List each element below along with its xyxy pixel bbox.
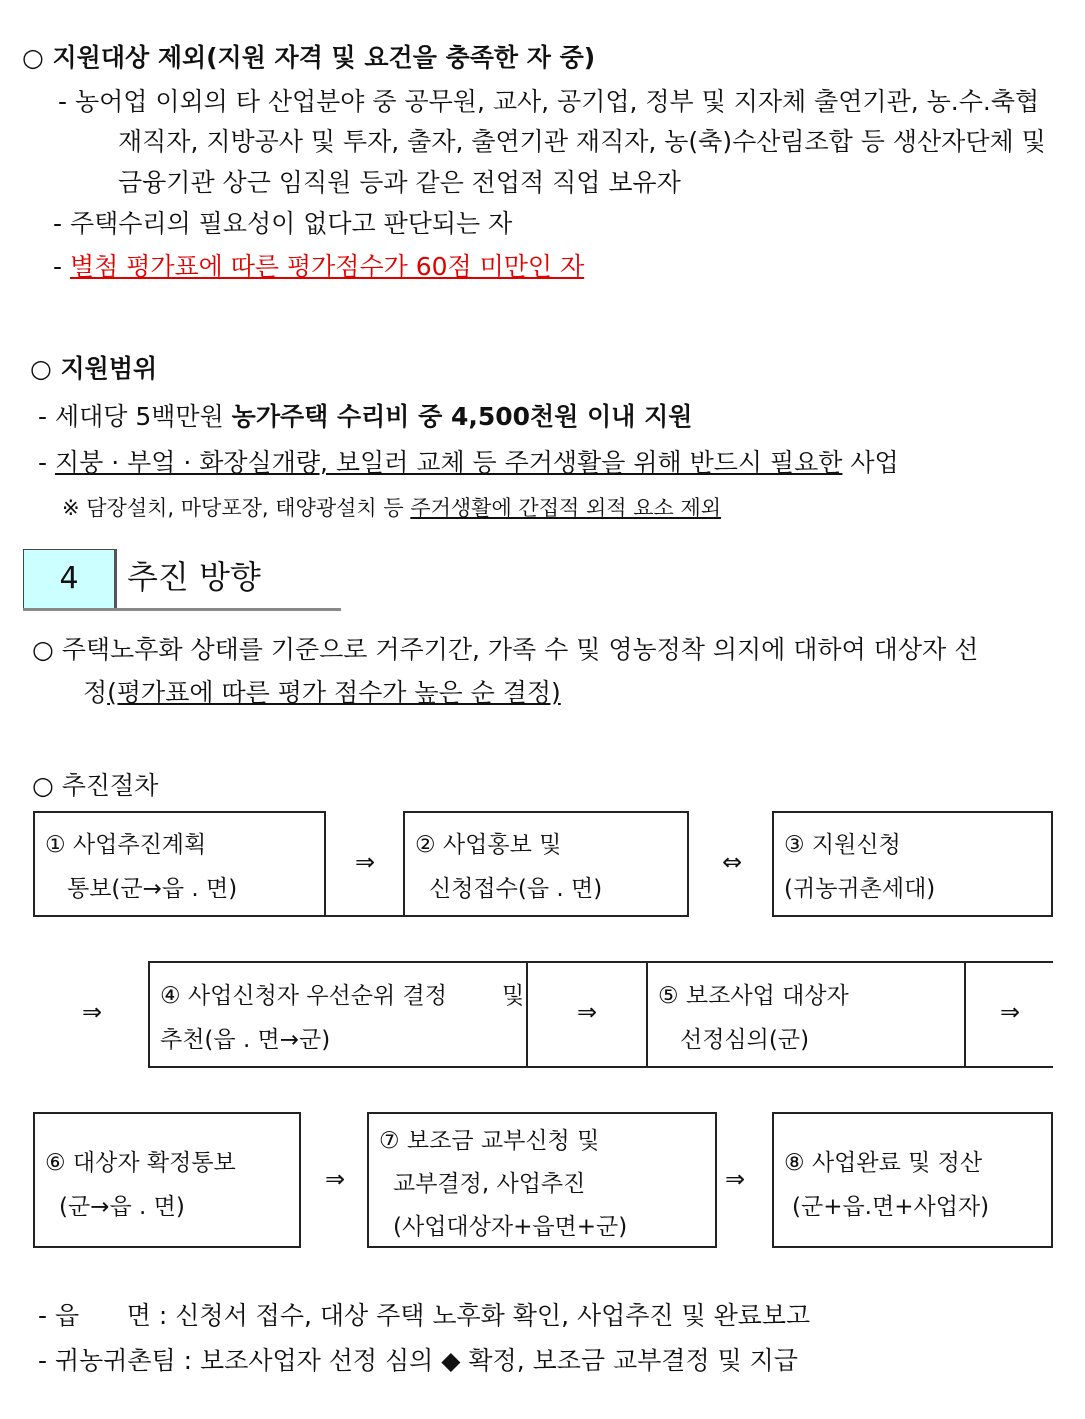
- row-2-connector-bottom: [526, 1066, 648, 1068]
- step-5-line-1: ⑤ 보조사업 대상자: [658, 983, 849, 1009]
- arrow-6-7: ⇒: [325, 1165, 346, 1193]
- step-1-box: [33, 811, 326, 917]
- scope-note-prefix: ※ 담장설치, 마당포장, 태양광설치 등: [62, 496, 411, 520]
- role-item-2-label: - 귀농귀촌팀 :: [38, 1346, 193, 1375]
- step-1-line-1: ① 사업추진계획: [45, 832, 207, 858]
- step-1-line-2: 통보(군→읍 . 면): [67, 876, 238, 902]
- role-item-2-text: 보조사업자 선정 심의 ◆ 확정, 보조금 교부결정 및 지급: [200, 1346, 798, 1375]
- section-number-shadow-right: [114, 549, 117, 611]
- section-title-underline: [23, 608, 341, 611]
- scope-item-1: [38, 397, 692, 433]
- step-3-box: [772, 811, 1053, 917]
- exclusion-item-1-line-2: 재직자, 지방공사 및 투자, 출자, 출연기관 재직자, 농(축)수산림조합 등 생산자단체 및: [118, 127, 1046, 156]
- step-4-line-1: ④ 사업신청자 우선순위 결정: [160, 983, 447, 1009]
- section-title: 추진 방향: [127, 558, 261, 596]
- exclusion-heading: ○ 지원대상 제외(지원 자격 및 요건을 충족한 자 중): [22, 43, 596, 72]
- step-6-line-2: (군→읍 . 면): [59, 1194, 185, 1220]
- step-4-line-2: 추천(읍 . 면→군): [160, 1027, 331, 1053]
- row-2-connector-top: [526, 961, 648, 963]
- exclusion-item-1-line-1: - 농어업 이외의 타 산업분야 중 공무원, 교사, 공기업, 정부 및 지자체 출연기관, 농.수.축협: [58, 87, 1040, 116]
- section-para-line-2: [83, 673, 561, 709]
- step-3-line-1: ③ 지원신청: [784, 832, 901, 858]
- step-5-line-2: 선정심의(군): [680, 1027, 810, 1053]
- scope-heading: ○ 지원범위: [30, 354, 158, 383]
- scope-item-1-bold: 농가주택 수리비 중 4,500천원 이내 지원: [231, 402, 693, 431]
- section-para-line-1: ○ 주택노후화 상태를 기준으로 거주기간, 가족 수 및 영농정착 의지에 대하여 대상자 선: [32, 635, 979, 664]
- step-5-box: [646, 961, 966, 1068]
- scope-item-2-suffix: 사업: [842, 448, 899, 477]
- scope-item-2-underlined: 지붕 · 부엌 · 화장실개량, 보일러 교체 등 주거생활을 위해 반드시 필요한: [54, 448, 843, 477]
- arrow-1-2: ⇒: [355, 848, 376, 876]
- arrow-5-6: ⇒: [1000, 998, 1021, 1026]
- step-3-line-2: (귀농귀촌세대): [784, 876, 936, 902]
- step-8-line-2: (군+읍.면+사업자): [792, 1194, 990, 1220]
- step-7-line-1: ⑦ 보조금 교부신청 및: [379, 1128, 600, 1154]
- step-6-box: [33, 1112, 301, 1248]
- exclusion-item-3-prefix: -: [53, 252, 70, 281]
- role-item-1-text: 신청서 접수, 대상 주택 노후화 확인, 사업추진 및 완료보고: [175, 1301, 811, 1330]
- role-item-1-label: - 읍 면 :: [38, 1301, 168, 1330]
- step-2-line-1: ② 사업홍보 및: [415, 832, 562, 858]
- exclusion-item-1-line-3: 금융기관 상근 임직원 등과 같은 전업적 직업 보유자: [118, 168, 681, 197]
- step-2-line-2: 신청접수(읍 . 면): [429, 876, 603, 902]
- exclusion-item-3-red: 별첨 평가표에 따른 평가점수가 60점 미만인 자: [69, 252, 585, 281]
- section-number-box: 4: [23, 549, 115, 609]
- step-8-line-1: ⑧ 사업완료 및 정산: [784, 1150, 983, 1176]
- step-4-line-1-end: 및: [502, 983, 525, 1009]
- procedure-heading: ○ 추진절차: [32, 771, 159, 800]
- scope-item-2-prefix: -: [38, 448, 55, 477]
- arrow-7-8: ⇒: [725, 1165, 746, 1193]
- row-1-connector-bottom: [324, 915, 406, 917]
- step-7-box: [367, 1112, 717, 1248]
- exclusion-item-3: [53, 247, 584, 283]
- scope-item-1-prefix: - 세대당 5백만원: [38, 402, 232, 431]
- scope-item-2: [38, 443, 899, 479]
- scope-note: [62, 492, 721, 522]
- exclusion-item-2: - 주택수리의 필요성이 없다고 판단되는 자: [53, 209, 513, 238]
- row-2-tail-bottom: [964, 1066, 1053, 1068]
- row-2-tail-top: [964, 961, 1053, 963]
- section-para-line-2-prefix: 정: [83, 678, 108, 707]
- arrow-4-5: ⇒: [577, 998, 598, 1026]
- step-7-line-3: (사업대상자+읍면+군): [393, 1214, 628, 1240]
- step-8-box: [772, 1112, 1053, 1248]
- step-6-line-1: ⑥ 대상자 확정통보: [45, 1150, 236, 1176]
- role-item-1: [38, 1296, 810, 1332]
- arrow-2-3: ⇔: [722, 848, 743, 876]
- role-item-2: [38, 1341, 798, 1377]
- section-para-line-2-underlined: (평가표에 따른 평가 점수가 높은 순 결정): [107, 678, 561, 707]
- step-4-box: [148, 961, 528, 1068]
- step-7-line-2: 교부결정, 사업추진: [393, 1171, 586, 1197]
- step-2-box: [403, 811, 689, 917]
- arrow-3-4: ⇒: [82, 998, 103, 1026]
- scope-note-underlined: 주거생활에 간접적 외적 요소 제외: [410, 496, 722, 520]
